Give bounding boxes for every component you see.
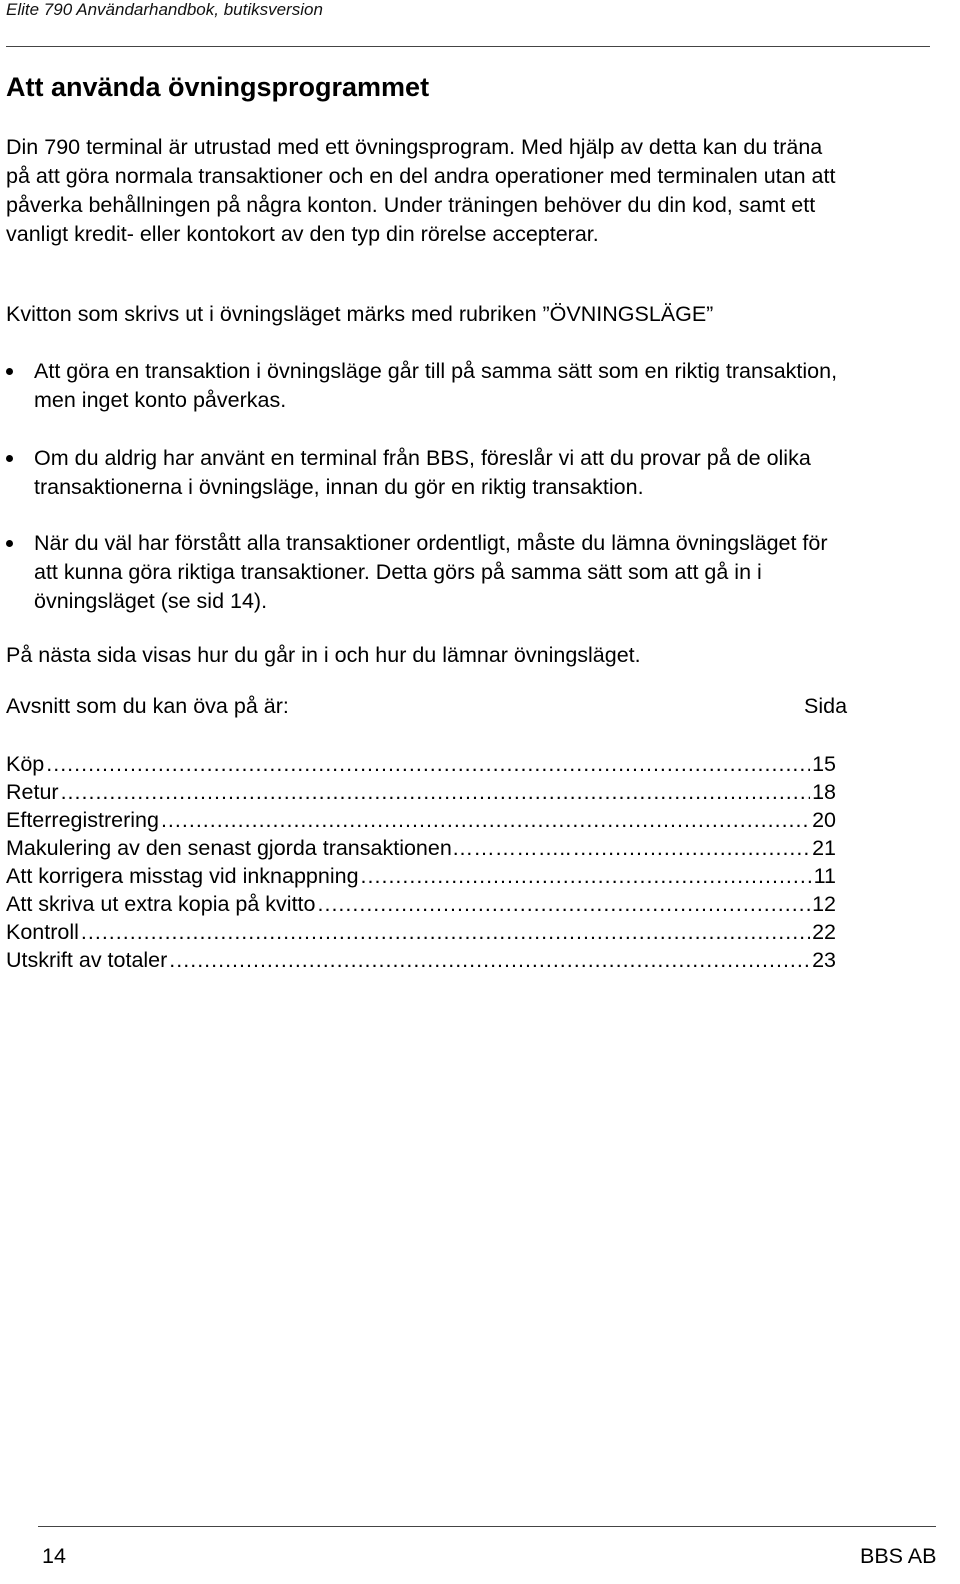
toc-entry-page: 21 [812,836,836,860]
toc-entry-page: 18 [812,780,836,804]
bullet-line: men inget konto påverkas. [34,388,287,412]
toc-entry-page: 11 [813,864,836,888]
receipt-note: Kvitton som skrivs ut i övningsläget märks med rubriken ”ÖVNINGSLÄGE” [6,302,714,326]
bullet-line: transaktionerna i övningsläge, innan du gör en riktig transaktion. [34,475,644,499]
toc-entry-label: Retur [6,780,59,804]
footer-divider [38,1526,936,1527]
toc-entry-label: Att skriva ut extra kopia på kvitto [6,892,316,916]
toc-entry [6,750,836,778]
bullet-line: Att göra en transaktion i övningsläge går till på samma sätt som en riktig transaktion, [34,359,838,383]
bullet-line: Om du aldrig har använt en terminal från BBS, föreslår vi att du provar på de olika [34,446,811,470]
toc-dot-leader [46,750,810,778]
intro-line: vanligt kredit- eller kontokort av den typ din rörelse accepterar. [6,222,599,246]
next-page-note: På nästa sida visas hur du går in i och hur du lämnar övningsläget. [6,643,641,667]
toc-entry-page: 23 [812,948,836,972]
toc-entry-label: Efterregistrering [6,808,159,832]
page-title: Att använda övningsprogrammet [6,72,430,102]
toc-entry [6,806,836,834]
bullet-line: När du väl har förstått alla transaktioner ordentligt, måste du lämna övningsläget för [34,531,828,555]
toc-list [6,750,836,974]
toc-entry-label: Köp [6,752,45,776]
intro-line: på att göra normala transaktioner och en del andra operationer med terminalen utan att [6,164,836,188]
toc-heading-label: Avsnitt som du kan öva på är: [6,694,289,718]
intro-line: påverka behållningen på några konton. Under träningen behöver du din kod, samt ett [6,193,816,217]
bullet-line: att kunna göra riktiga transaktioner. Detta görs på samma sätt som att gå in i [34,560,762,584]
toc-dot-leader [361,862,812,890]
toc-entry-label: Att korrigera misstag vid inknappning [6,864,359,888]
header-divider [6,46,930,47]
toc-dot-leader [161,806,810,834]
toc-dot-leader [81,918,810,946]
intro-line: Din 790 terminal är utrustad med ett övningsprogram. Med hjälp av detta kan du träna [6,135,823,159]
toc-entry [6,890,836,918]
toc-entry [6,834,836,862]
bullet-line: övningsläget (se sid 14). [34,589,268,613]
footer-company: BBS AB [860,1544,937,1568]
toc-entry-page: 20 [812,808,836,832]
toc-entry-page: 15 [812,752,836,776]
toc-dot-leader [169,946,810,974]
toc-entry [6,918,836,946]
toc-entry-page: 12 [812,892,836,916]
toc-dot-leader [573,834,810,862]
bullet-dot-icon [6,368,13,375]
toc-entry-page: 22 [812,920,836,944]
toc-entry-label: Utskrift av totaler [6,948,168,972]
bullet-dot-icon [6,540,13,547]
toc-entry-label: Kontroll [6,920,79,944]
toc-entry-label: Makulering av den senast gjorda transaktionen…………….. [6,836,572,860]
toc-dot-leader [318,890,811,918]
running-header: Elite 790 Användarhandbok, butiksversion [6,0,323,19]
toc-heading-page: Sida [804,694,848,718]
intro-paragraph [6,133,946,249]
bullet-dot-icon [6,455,13,462]
toc-entry [6,946,836,974]
page-number: 14 [42,1544,66,1568]
toc-entry [6,778,836,806]
toc-entry [6,862,836,890]
toc-dot-leader [61,778,811,806]
